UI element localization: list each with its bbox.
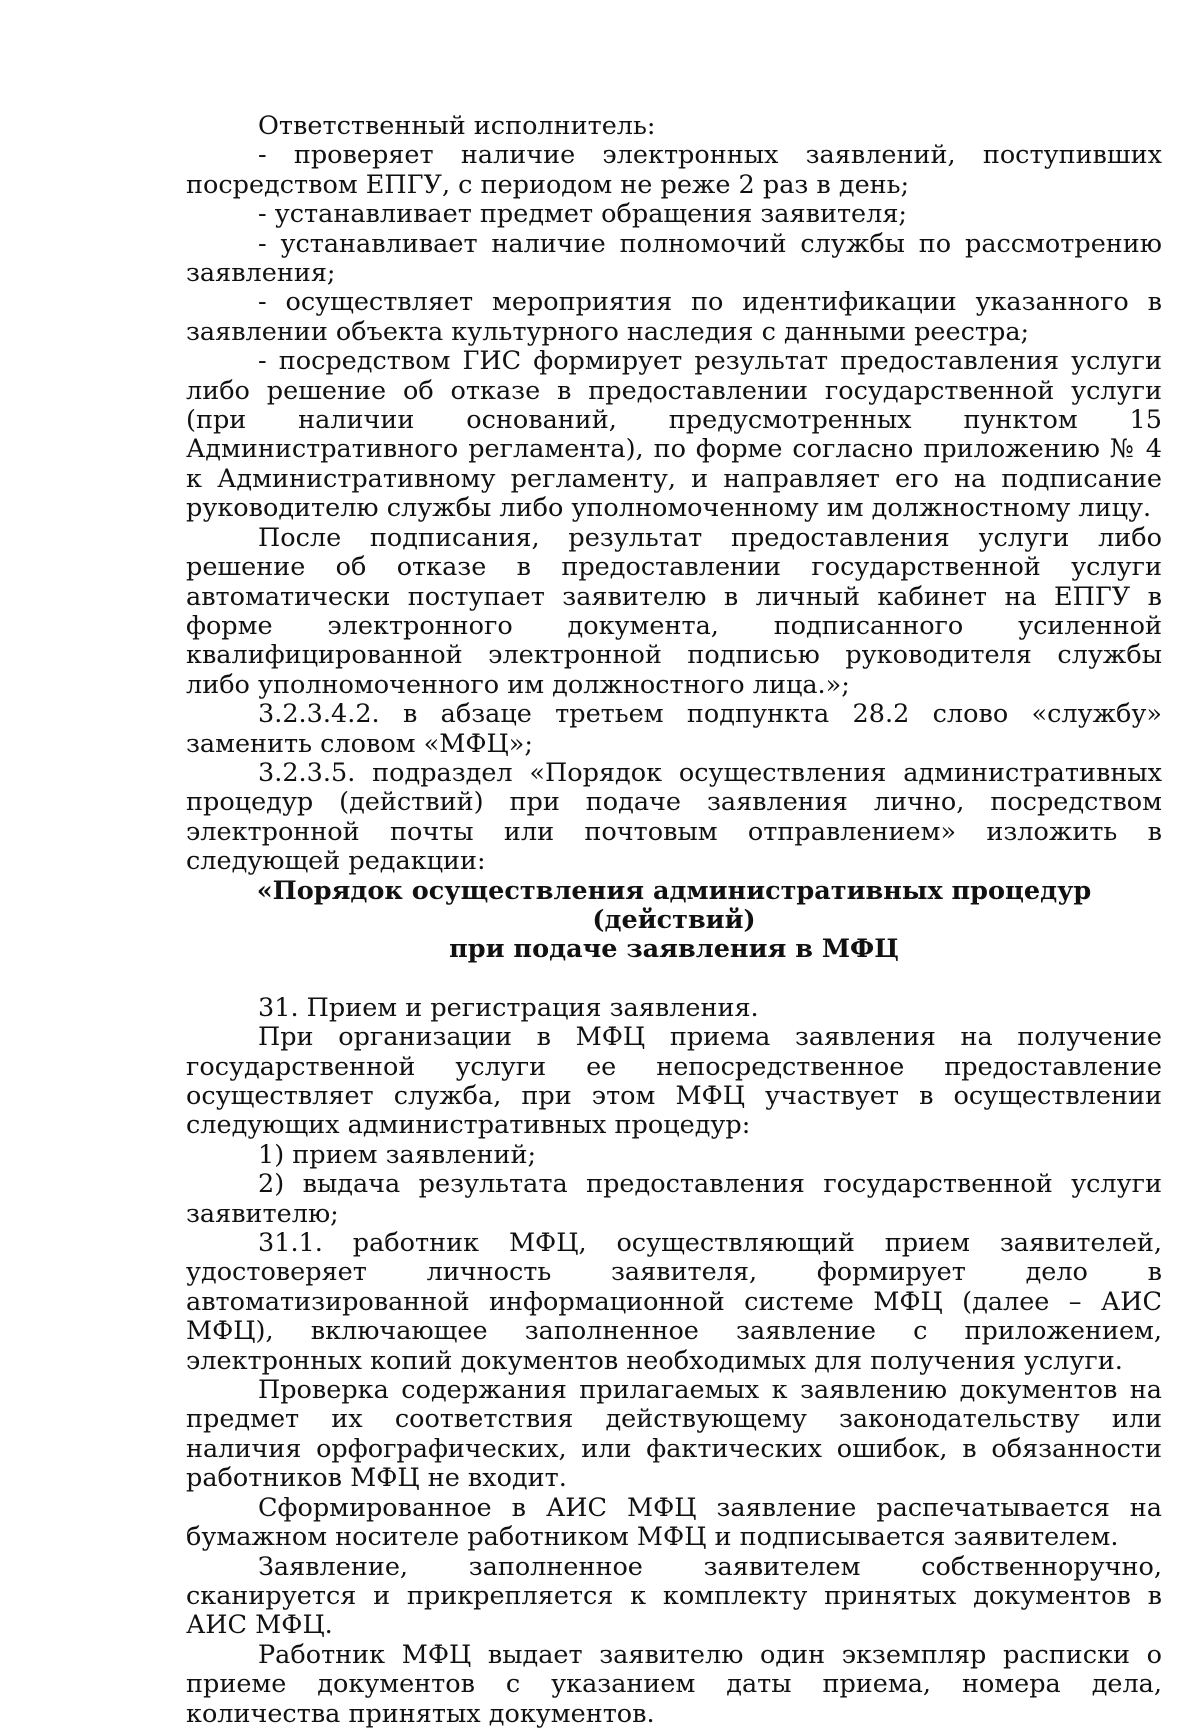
paragraph: - посредством ГИС формирует результат предоставления услуги либо решение об отказе в предоставлении государственной услуги (при наличии оснований, предусмотренных пунктом 15 Административного регламента), по форме согласно приложению № 4 к Административному регламенту, и направляет его на подписание руководителю службы либо уполномоченному им должностному лицу.	[186, 346, 1162, 524]
section-heading-line-2: при подаче заявления в МФЦ	[449, 934, 899, 965]
paragraph: - устанавливает наличие полномочий службы по рассмотрению заявления;	[186, 228, 1162, 289]
paragraph: 2) выдача результата предоставления государственной услуги заявителю;	[186, 1169, 1162, 1229]
paragraph: Проверка содержания прилагаемых к заявлению документов на предмет их соответствия действующему законодательству или наличия орфографических, или фактических ошибок, в обязанности работников МФЦ не входит.	[186, 1375, 1162, 1494]
blank-line	[186, 965, 1162, 994]
paragraph: - устанавливает предмет обращения заявителя;	[258, 199, 908, 230]
paragraph: - осуществляет мероприятия по идентификации указанного в заявлении объекта культурного наследия с данными реестра;	[186, 287, 1162, 347]
section-heading-line-1: «Порядок осуществления административных процедур (действий)	[256, 875, 1092, 935]
paragraph: Ответственный исполнитель:	[258, 111, 656, 141]
paragraph: 3.2.3.4.2. в абзаце третьем подпункта 28.2 слово «службу» заменить словом «МФЦ»;	[186, 699, 1162, 759]
paragraph: При организации в МФЦ приема заявления на получение государственной услуги ее непосредственное предоставление осуществляет служба, при этом МФЦ участвует в осуществлении следующих административных процедур:	[186, 1022, 1162, 1141]
paragraph: 3.2.3.5. подраздел «Порядок осуществления административных процедур (действий) при подаче заявления лично, посредством электронной почты или почтовым отправлением» изложить в следующей редакции:	[186, 757, 1162, 877]
paragraph: Заявление, заполненное заявителем собственноручно, сканируется и прикрепляется к комплекту принятых документов в АИС МФЦ.	[186, 1551, 1162, 1641]
paragraph: - проверяет наличие электронных заявлений, поступивших посредством ЕПГУ, с периодом не реже 2 раз в день;	[186, 140, 1162, 200]
paragraph: Работник МФЦ выдает заявителю один экземпляр расписки о приеме документов с указанием даты приема, номера дела, количества принятых документов.	[186, 1639, 1162, 1729]
paragraph: После подписания, результат предоставления услуги либо решение об отказе в предоставлении государственной услуги автоматически поступает заявителю в личный кабинет на ЕПГУ в форме электронного документа, подписанного усиленной квалифицированной электронной подписью руководителя службы либо уполномоченного им должностного лица.»;	[186, 522, 1162, 700]
paragraph: 31. Прием и регистрация заявления.	[258, 992, 759, 1023]
paragraph: Сформированное в АИС МФЦ заявление распечатывается на бумажном носителе работником МФЦ и подписывается заявителем.	[186, 1492, 1162, 1553]
paragraph: 1) прием заявлений;	[258, 1139, 537, 1170]
document-body	[186, 112, 1162, 1729]
paragraph: 31.1. работник МФЦ, осуществляющий прием заявителей, удостоверяет личность заявителя, формирует дело в автоматизированной информационной системе МФЦ (далее – АИС МФЦ), включающее заполненное заявление с приложением, электронных копий документов необходимых для получения услуги.	[186, 1228, 1162, 1376]
